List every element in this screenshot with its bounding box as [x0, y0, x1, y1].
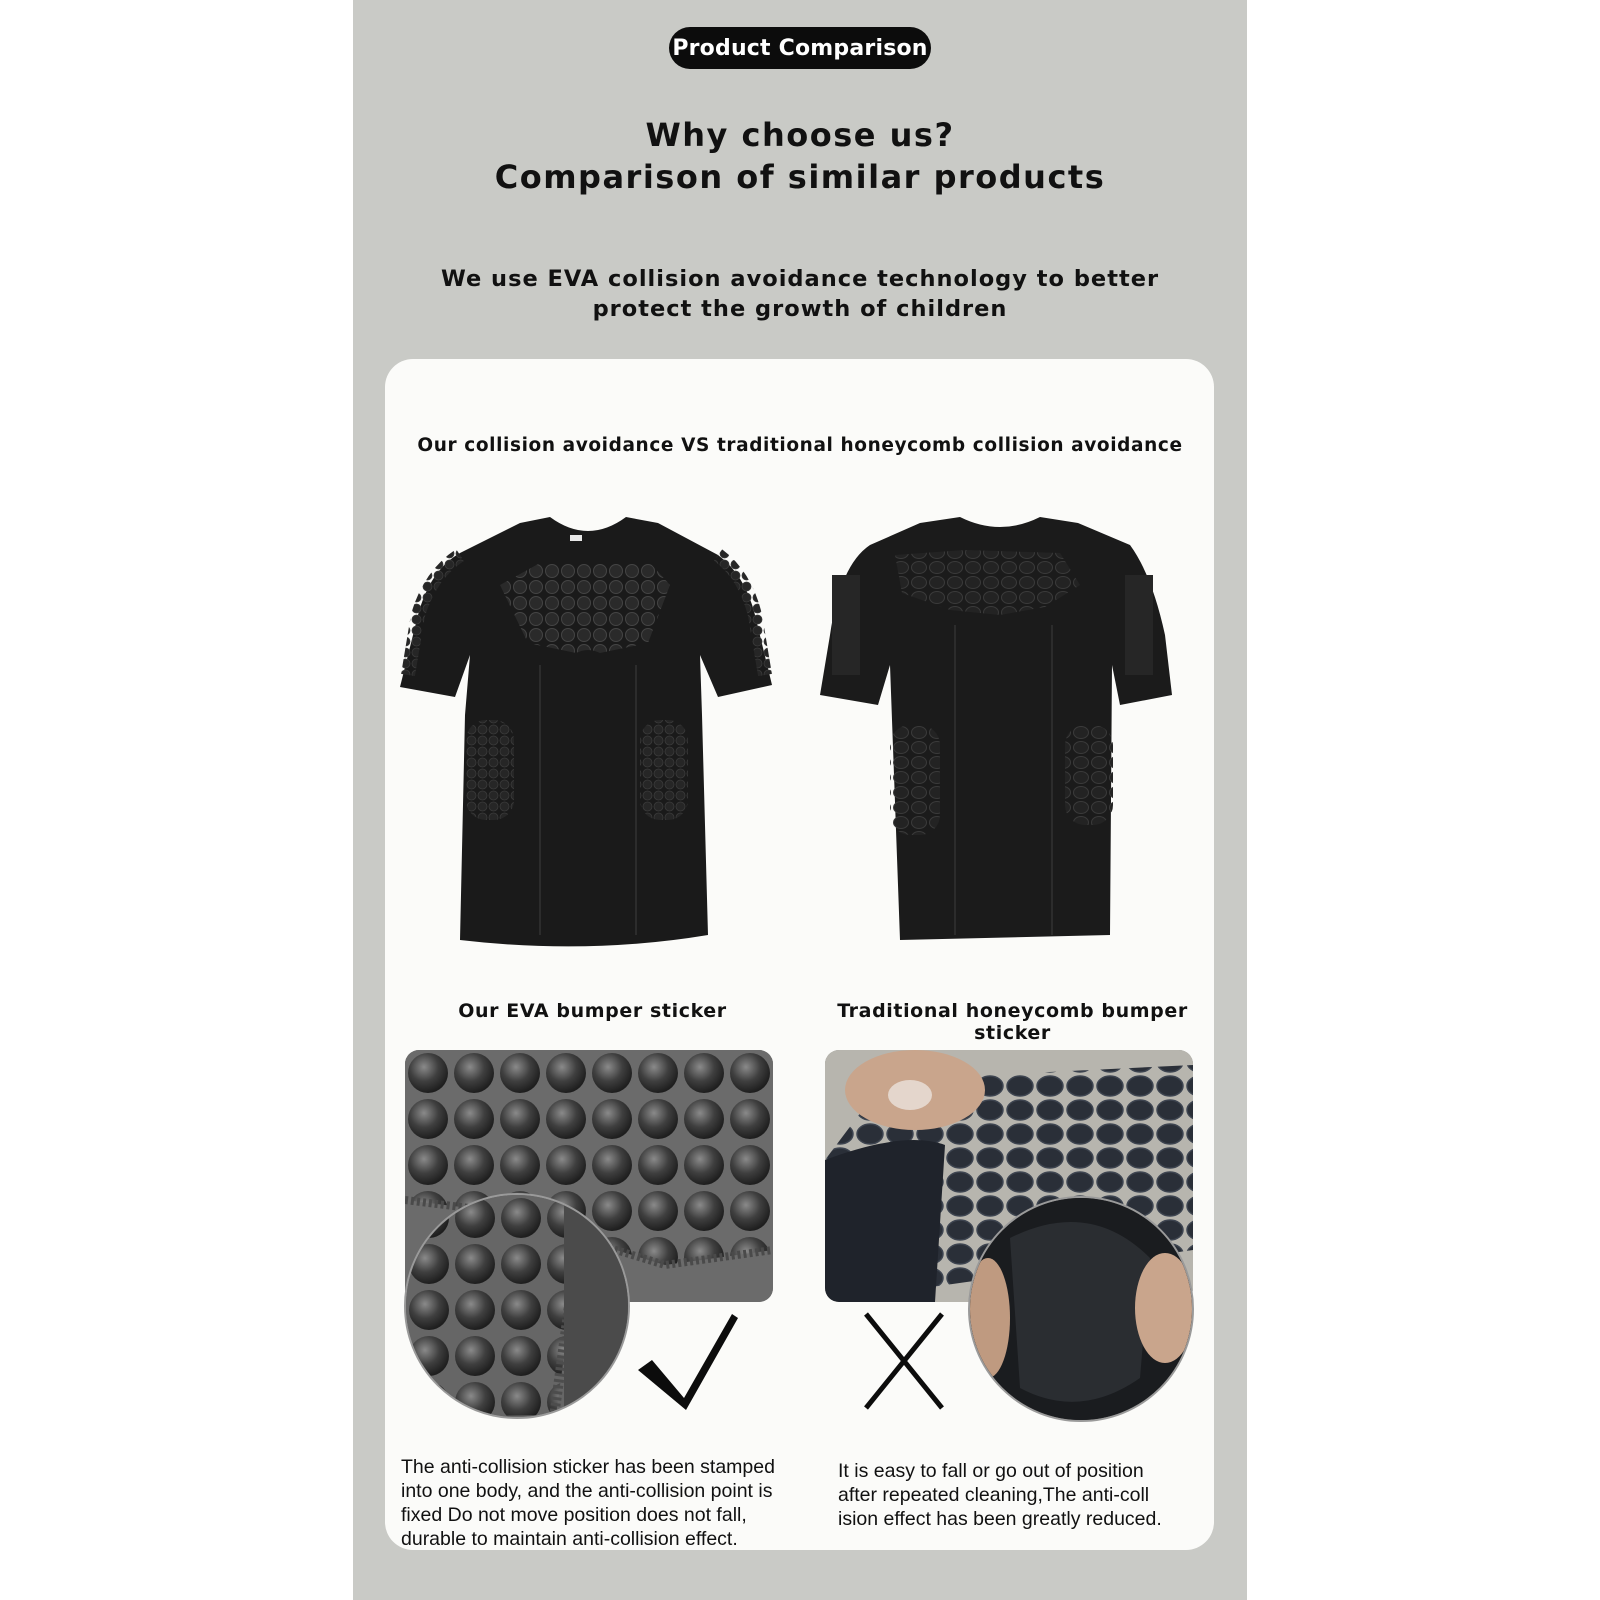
eva-description-line: fixed Do not move position does not fall,	[401, 1504, 747, 1526]
eva-description-line: durable to maintain anti-collision effect.	[401, 1528, 738, 1550]
product-comparison-badge: Product Comparison	[669, 27, 931, 69]
subheading-line-1: We use EVA collision avoidance technology to better	[440, 266, 1160, 292]
eva-zoom-circle	[404, 1193, 630, 1419]
eva-description-line: The anti-collision sticker has been stamped	[401, 1456, 775, 1478]
honeycomb-zoom-circle	[968, 1196, 1194, 1422]
honeycomb-description-line: ision effect has been greatly reduced.	[838, 1508, 1162, 1530]
honeycomb-description	[838, 1459, 1218, 1531]
eva-sticker-label: Our EVA bumper sticker	[458, 1000, 727, 1022]
x-mark-icon	[862, 1312, 946, 1410]
subheading-line-2: protect the growth of children	[592, 296, 1008, 322]
eva-shirt-image	[400, 515, 775, 960]
honeycomb-description-line: after repeated cleaning,The anti-coll	[838, 1484, 1150, 1506]
honeycomb-sticker-label: Traditional honeycomb bumper sticker	[837, 1000, 1188, 1044]
heading-line-1: Why choose us?	[645, 116, 955, 154]
eva-description	[401, 1455, 831, 1551]
check-mark-icon	[636, 1310, 740, 1410]
honeycomb-description-line: It is easy to fall or go out of position	[838, 1460, 1144, 1482]
heading-line-2: Comparison of similar products	[494, 158, 1106, 196]
comparison-title: Our collision avoidance VS traditional honeycomb collision avoidance	[417, 435, 1183, 456]
eva-description-line: into one body, and the anti-collision point is	[401, 1480, 773, 1502]
honeycomb-shirt-image	[820, 515, 1185, 955]
